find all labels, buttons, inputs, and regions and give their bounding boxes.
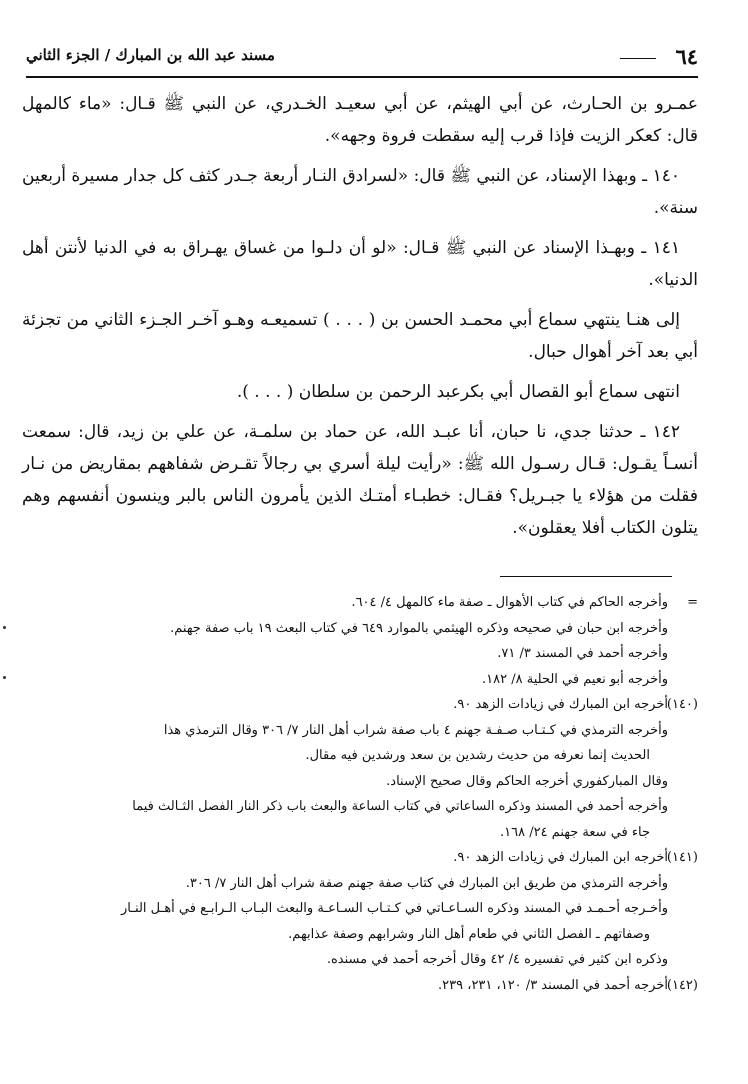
footnote-text: وأخرجه أحمد في المسند ٣/ ٧١. [497, 646, 668, 661]
footnote-marker: = [687, 595, 698, 610]
footnote-text: وأخرجه الترمذي من طريق ابن المبارك في كتاب صفة جهنم صفة شراب أهل النار ٧/ ٣٠٦. [185, 875, 668, 891]
footnote-text: وأخرجه ابن حبان في صحيحه وذكره الهيثمي بالموارد ٦٤٩ في كتاب البعث ١٩ باب صفة جهنم. [170, 620, 668, 636]
footnote-line [22, 590, 698, 616]
paragraph-continuation: عمـرو بن الحـارث، عن أبي الهيثم، عن أبي سعيـد الخـدري، عن النبي ﷺ قـال: «ماء كالمهل قال: كعكر الزيت فإذا قرب إليه سقطت فروة وجهه». [22, 94, 698, 146]
footnote-text: جاء في سعة جهنم ٢٤/ ١٦٨. [499, 824, 650, 840]
footnote-line [22, 769, 698, 795]
page-number: ٦٤ [675, 44, 698, 69]
sama-note-2: انتهى سماع أبو القصال أبي بكرعبد الرحمن بن سلطان ( . . . ). [236, 382, 680, 402]
hadith-140: ١٤٠ ـ وبهذا الإسناد، عن النبي ﷺ قال: «لسرادق النـار أربعة جـدر كثف كل جدار مسيرة أربعين سنة». [22, 166, 698, 218]
footnote-text: وأخـرجه أحـمـد في المسند وذكره السـاعـاتي في كـتـاب السـاعـة والبعث البـاب الـرابـع في أهـل النـار [120, 901, 668, 916]
hadith-141: ١٤١ ـ وبهـذا الإسناد عن النبي ﷺ قـال: «لو أن دلـوا من غساق يهـراق به في الدنيا لأنتن أهل الدنيا». [22, 238, 698, 290]
footnote-line [22, 896, 698, 922]
footnote-line [22, 973, 698, 999]
footnote-text: وصفاتهم ـ الفصل الثاني في طعام أهل النار وشرابهم وصفة عذابهم. [288, 926, 650, 942]
footnote-text: وأخرجه أحمد في المسند وذكره الساعاتي في كتاب الساعة والبعث باب ذكر النار الفصل الثـالث فيما [132, 799, 668, 814]
footnote-text: أخرجه ابن المبارك في زيادات الزهد ٩٠. [453, 697, 668, 712]
hadith-142: ١٤٢ ـ حدثنا جدي، نا حبان، أنا عبـد الله، عن حماد بن سلمـة، عن علي بن زيد، قال: سمعت أنسـاً يقـول: قـال رسـول الله ﷺ: «رأيت ليلة أسري بي رجالاً تقـرض شفاههم بمقاريض من نـار فقلت من هؤلاء يا جبـريل؟ فقـال: خطبـاء أمتـك الذين يأمرون الناس بالبر وينسون أنفسهم وهم يتلون الكتاب أفلا يعقلون». [22, 422, 699, 538]
footnote-text: وذكره ابن كثير في تفسيره ٤/ ٤٢ وقال أخرجه أحمد في مسنده. [326, 952, 668, 967]
footnote-text: وقال المباركفوري أخرجه الحاكم وقال صحيح الإسناد. [386, 773, 668, 789]
footnote-text: أخرجه ابن المبارك في زيادات الزهد ٩٠. [453, 850, 668, 865]
footnote-line [22, 947, 698, 973]
footnote-line [22, 845, 698, 871]
footnote-line [22, 922, 698, 948]
scan-speck [3, 676, 6, 679]
footnote-text: الحديث إنما نعرفه من حديث رشدين بن سعد ورشدين فيه مقال. [305, 748, 650, 763]
footnote-text: وأخرجه أبو نعيم في الحلية ٨/ ١٨٢. [482, 671, 668, 687]
footnote-text: وأخرجه الترمذي في كـتـاب صـفـة جهنم ٤ باب صفة شراب أهل النار ٧/ ٣٠٦ وقال الترمذي هذا [163, 722, 668, 738]
footnote-line [22, 667, 698, 693]
footnote-marker: (١٤١) [666, 850, 698, 865]
footnote-line [22, 718, 698, 744]
footnote-line [22, 743, 698, 769]
footnote-marker: (١٤٠) [666, 697, 698, 712]
main-text [22, 88, 698, 552]
footnote-separator [500, 576, 672, 577]
footnote-text: أخرجه أحمد في المسند ٣/ ١٢٠، ٢٣١، ٢٣٩. [438, 977, 668, 993]
scan-speck [3, 626, 6, 629]
page-header [26, 40, 698, 78]
footnote-line [22, 871, 698, 897]
footnote-line [22, 641, 698, 667]
footnote-marker: (١٤٢) [666, 977, 698, 993]
footnote-line [22, 794, 698, 820]
sama-note-1: إلى هنـا ينتهي سماع أبي محمـد الحسن بن ( . . . ) تسميعـه وهـو آخـر الجـزء الثاني من تجزئة أبي بعد آخر أهوال حبال. [22, 310, 698, 362]
header-dash [620, 58, 656, 59]
footnote-line [22, 616, 698, 642]
running-title: مسند عبد الله بن المبارك / الجزء الثاني [26, 46, 275, 64]
footnote-text: وأخرجه الحاكم في كتاب الأهوال ـ صفة ماء كالمهل ٤/ ٦٠٤. [351, 595, 668, 610]
footnote-line [22, 820, 698, 846]
footnotes [22, 590, 698, 998]
footnote-line [22, 692, 698, 718]
